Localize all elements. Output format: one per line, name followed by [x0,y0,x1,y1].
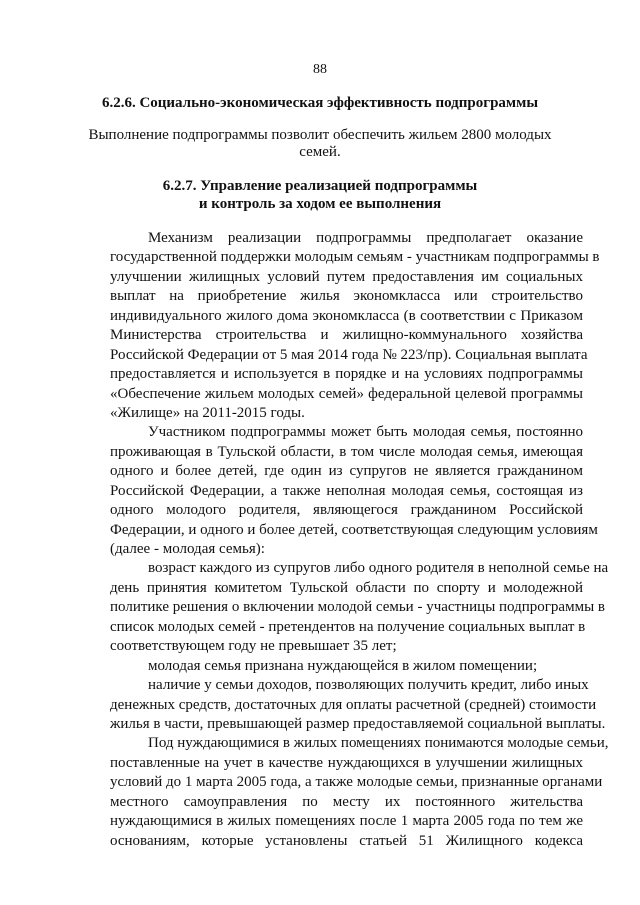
text-line: наличие у семьи доходов, позволяющих получить кредит, либо иных [148,677,589,694]
text-line: одного молодого родителя, являющегося гражданином Российской [110,502,583,519]
text-line: (далее - молодая семья): [110,541,265,557]
text-line: Механизм реализации подпрограммы предполагает оказание [148,230,583,246]
text-line: молодая семья признана нуждающейся в жилом помещении; [148,657,538,674]
summary-line: семей. [299,144,341,160]
text-line: Под нуждающимися в жилых помещениях понимаются молодые семьи, [148,735,609,752]
text-line: нуждающимися в жилых помещениях после 1 марта 2005 года по тем же [110,813,583,830]
text-line: условий до 1 марта 2005 года, а также молодые семьи, признанные органами [110,774,603,791]
text-line: Министерства строительства и жилищно-коммунального хозяйства [110,327,583,344]
text-line: выплат на приобретение жилья экономкласса или строительство [110,288,583,305]
text-line: возраст каждого из супругов либо одного родителя в неполной семье на [148,560,609,577]
text-line: улучшении жилищных условий путем предоставления им социальных [110,268,583,285]
text-line: местного самоуправления по месту их постоянного жительства [110,793,583,810]
text-line: жилья в части, превышающей размер предоставляемой социальной выплаты. [110,715,606,732]
summary-paragraph [0,127,640,161]
heading-line: и контроль за ходом ее выполнения [198,195,442,212]
text-line: Российской Федерации от 5 мая 2014 года № 223/пр). Социальная выплата [110,346,588,363]
text-line: государственной поддержки молодым семьям - участникам подпрограммы в [110,249,600,266]
text-line: индивидуального жилого дома экономкласса (в соответствии с Приказом [110,307,583,324]
section-heading-6-2-6: 6.2.6. Социально-экономическая эффективность подпрограммы [101,95,539,111]
text-line: соответствующем году не превышает 35 лет; [110,638,397,655]
text-line: проживающая в Тульской области, в том числе молодая семья, имеющая [110,443,583,460]
text-line: Российской Федерации, а также неполная молодая семья, состоящая из [110,482,583,499]
text-line: политике решения о включении молодой семьи - участницы подпрограммы в [110,599,605,616]
summary-line: Выполнение подпрограммы позволит обеспечить жильем 2800 молодых [88,127,552,143]
text-line: «Обеспечение жильем молодых семей» федеральной целевой программы [110,385,583,402]
text-line: «Жилище» на 2011-2015 годы. [110,404,305,421]
text-line: Федерации, и одного и более детей, соответствующая следующим условиям [110,521,598,538]
text-line: Участником подпрограммы может быть молодая семья, постоянно [148,424,583,441]
text-line: денежных средств, достаточных для оплаты расчетной (средней) стоимости [110,696,597,713]
text-line: основаниям, которые установлены статьей 51 Жилищного кодекса [110,832,583,849]
section-heading-6-2-7 [0,178,640,213]
text-line: день принятия комитетом Тульской области по спорту и молодежной [110,579,583,596]
text-line: список молодых семей - претендентов на получение социальных выплат в [110,618,586,635]
page-number: 88 [313,62,327,77]
heading-line: 6.2.7. Управление реализацией подпрограммы [162,178,478,194]
text-line: поставленные на учет в качестве нуждающихся в улучшении жилищных [110,754,583,771]
text-line: одного и более детей, где один из супругов не является гражданином [110,463,583,480]
body-text [110,229,609,851]
text-line: предоставляется и используется в порядке и на условиях подпрограммы [110,366,583,383]
